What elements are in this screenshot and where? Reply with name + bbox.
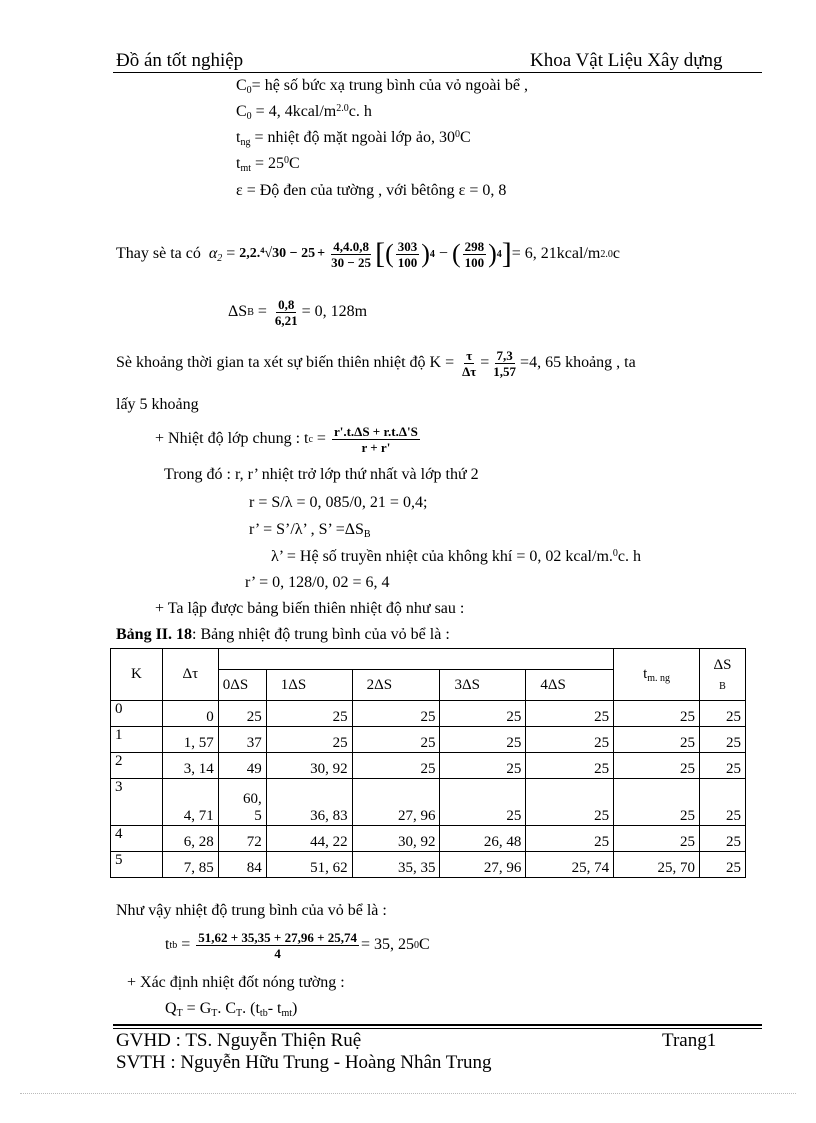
c0-desc-line: $C_0=$ hệ số bức xạ trung bình của vỏ ngoài bể ,: [236, 77, 528, 96]
table-row: [111, 779, 746, 826]
dsb-frac: $\frac{0,8}{6,21}$: [274, 296, 298, 328]
table-cell: 27, 96: [440, 852, 526, 878]
table-cell: 30, 92: [352, 826, 440, 852]
table-caption: [116, 626, 450, 644]
table-cell: 2: [111, 753, 163, 779]
footer-svth: SVTH : Nguyễn Hữu Trung - Hoàng Nhân Trung: [116, 1052, 492, 1073]
table-cell: 25: [699, 701, 745, 727]
table-cell: 25: [699, 826, 745, 852]
dsb-label: ΔS: [228, 303, 248, 320]
th-3ds: 3ΔS: [440, 670, 526, 701]
table-cell: 5: [111, 852, 163, 878]
c0-desc: = hệ số bức xạ trung bình của vỏ ngoài bể ,: [251, 77, 528, 94]
table-cell: 25: [266, 701, 352, 727]
table-row: [111, 701, 746, 727]
table-cell: 25: [440, 727, 526, 753]
header-rule: [113, 72, 762, 73]
qt-line: $Q_T = G_T$. $C_T$. ($t_{tb}-$ $t_{mt}$): [165, 1000, 298, 1019]
footer-rule-2: [113, 1028, 762, 1029]
table-row: [111, 852, 746, 878]
th-dtau: Δτ: [162, 649, 218, 701]
r2-def-line: r’ = S’/λ’ , S’ $=\Delta S_B$: [249, 521, 371, 540]
table-cell: 25: [526, 727, 614, 753]
header-left: Đồ án tốt nghiệp: [116, 50, 244, 71]
th-dsb: ΔS $_B$: [699, 649, 745, 701]
eps-line: ε = Độ đen của tường , với bêtông ε = 0, 8: [236, 182, 507, 199]
footer-rule-1: [113, 1024, 762, 1026]
table-cell: 36, 83: [266, 779, 352, 826]
footer-trang: Trang1: [662, 1030, 717, 1051]
table-cell: 35, 35: [352, 852, 440, 878]
alpha-frac: $\frac{4,4.0,8}{30 - 25}$: [331, 238, 372, 270]
table-cell: 4, 71: [162, 779, 218, 826]
nhu-vay-line: Như vậy nhiệt độ trung bình của vỏ bể là :: [116, 902, 387, 919]
table-body: [111, 701, 746, 878]
table-cell: 25: [440, 701, 526, 727]
th-2ds: 2ΔS: [352, 670, 440, 701]
table-cell: 3: [111, 779, 163, 826]
table-cell: 72: [218, 826, 266, 852]
alpha-f1: $\frac{303}{100}$: [397, 238, 418, 270]
table-cell: 25: [699, 779, 745, 826]
ttb-result: = 35, 25: [361, 936, 415, 953]
table-cell: 1, 57: [162, 727, 218, 753]
table-cell: 25: [526, 779, 614, 826]
footer-gvhd: GVHD : TS. Nguyễn Thiện Ruệ: [116, 1030, 362, 1051]
dsb-formula: ΔS B = $\frac{0,8}{6,21}$ = 0, 128m: [228, 296, 368, 328]
table-cell: 6, 28: [162, 826, 218, 852]
bang-intro-line: + Ta lập được bảng biến thiên nhiệt độ như sau :: [155, 600, 465, 617]
tng-desc: = nhiệt độ mặt ngoài lớp ảo, 30: [254, 129, 456, 146]
table-cell: 30, 92: [266, 753, 352, 779]
table-cell: 51, 62: [266, 852, 352, 878]
caption-bold: Bảng II. 18: [116, 626, 193, 643]
c0-val: = 4, 4kcal/m: [255, 103, 337, 120]
alpha-formula: Thay sè ta có $\alpha_2$ = 2,2.⁴√30 − 25 + $\frac{4,4.0,8}{30 - 25}$ [ ( $\frac{303}{100}$ ) 4 − ( $\frac{298}{100}$ ) 4 ] = 6, 21kcal/m 2.0 c: [116, 237, 620, 270]
table-cell: 25: [614, 727, 700, 753]
table-cell: 84: [218, 852, 266, 878]
table-cell: 37: [218, 727, 266, 753]
table-cell: 25: [352, 753, 440, 779]
table-cell: 25, 70: [614, 852, 700, 878]
table-cell: 25: [218, 701, 266, 727]
table-cell: 25: [614, 779, 700, 826]
c0-unit: c. h: [348, 103, 372, 120]
ttb-formula: t tb = $\frac{51,62 + 35,35 + 27,96 + 25,74}{4}$ = 35, 25 0 C: [165, 929, 430, 961]
th-0ds: 0ΔS: [218, 670, 266, 701]
table-cell: 7, 85: [162, 852, 218, 878]
table-cell: 25: [440, 779, 526, 826]
k-text: Sè khoảng thời gian ta xét sự biến thiên nhiệt độ K =: [116, 354, 455, 371]
table-cell: 44, 22: [266, 826, 352, 852]
table-cell: 0: [162, 701, 218, 727]
table-cell: 27, 96: [352, 779, 440, 826]
alpha-lead: Thay sè ta có: [116, 245, 201, 262]
r-val-line: r = S/λ = 0, 085/0, 21 = 0,4;: [249, 494, 428, 511]
table-cell: 25, 74: [526, 852, 614, 878]
table-cell: 25: [699, 727, 745, 753]
k-line: Sè khoảng thời gian ta xét sự biến thiên nhiệt độ K = $\frac{\tau}{\Delta\tau}$ = $\frac{7,3}{1,57}$ =4, 65 khoảng , ta: [116, 347, 636, 379]
tc-text: + Nhiệt độ lớp chung : t: [155, 430, 309, 447]
tc-formula: + Nhiệt độ lớp chung : t c = $\frac{r'.t.\Delta S + r.t.\Delta'S}{r + r'}$: [155, 423, 418, 455]
alpha-f2: $\frac{298}{100}$: [464, 238, 485, 270]
temperature-table: [110, 648, 746, 878]
table-cell: 4: [111, 826, 163, 852]
dsb-result: = 0, 128m: [301, 303, 368, 320]
table-cell: 25: [526, 753, 614, 779]
table-cell: 25: [614, 753, 700, 779]
th-4ds: 4ΔS: [526, 670, 614, 701]
th-tmng: $t_{m. ng}$: [614, 649, 700, 701]
k-frac2: $\frac{7,3}{1,57}$: [493, 347, 517, 379]
header-right: Khoa Vật Liệu Xây dựng: [530, 50, 723, 71]
r2-val-line: r’ = 0, 128/0, 02 = 6, 4: [245, 574, 390, 591]
k-result: =4, 65 khoảng , ta: [520, 354, 636, 371]
table-cell: 25: [614, 826, 700, 852]
table-cell: 25: [614, 701, 700, 727]
table-cell: 25: [352, 727, 440, 753]
table-cell: 25: [352, 701, 440, 727]
k-cont: lấy 5 khoảng: [116, 396, 199, 413]
page-edge: [20, 1093, 796, 1094]
table-cell: 25: [699, 852, 745, 878]
table-row: [111, 826, 746, 852]
table-cell: 3, 14: [162, 753, 218, 779]
tng-line: $t_{ng}$ = nhiệt độ mặt ngoài lớp ảo, $30^0C$: [236, 129, 471, 148]
table-header-row: [111, 649, 746, 670]
xac-dinh-line: + Xác định nhiệt đốt nóng tường :: [127, 974, 345, 991]
table-cell: 25: [526, 826, 614, 852]
table-cell: 60, 5: [218, 779, 266, 826]
trong-do-line: Trong đó : r, r’ nhiệt trở lớp thứ nhất và lớp thứ 2: [164, 466, 479, 483]
caption-rest: : Bảng nhiệt độ trung bình của vỏ bể là :: [192, 626, 450, 643]
tmt-val: = 25: [255, 155, 285, 172]
tc-frac: $\frac{r'.t.\Delta S + r.t.\Delta'S}{r + r'}$: [333, 423, 418, 455]
k-frac1: $\frac{\tau}{\Delta\tau}$: [462, 347, 477, 379]
lambda-line: λ’ = Hệ số truyền nhiệt của không khí = 0, 02 kcal/m.$^0$c. h: [271, 548, 641, 565]
table-cell: 25: [440, 753, 526, 779]
th-k: K: [111, 649, 163, 701]
table-cell: 25: [699, 753, 745, 779]
table-cell: 25: [526, 701, 614, 727]
alpha-result: = 6, 21kcal/m: [511, 245, 601, 262]
alpha-root-expr: 2,2.⁴√30 − 25: [239, 246, 316, 261]
table-cell: 1: [111, 727, 163, 753]
table-row: [111, 727, 746, 753]
c0-val-line: $C_0 = 4$, $4kcal/m^{2.0}c$. h: [236, 103, 372, 122]
tmt-line: $t_{mt} = 25^0C$: [236, 155, 300, 174]
ttb-frac: $\frac{51,62 + 35,35 + 27,96 + 25,74}{4}$: [198, 929, 357, 961]
table-cell: 25: [266, 727, 352, 753]
table-cell: 49: [218, 753, 266, 779]
table-cell: 26, 48: [440, 826, 526, 852]
table-cell: 0: [111, 701, 163, 727]
table-row: [111, 753, 746, 779]
th-1ds: 1ΔS: [266, 670, 352, 701]
